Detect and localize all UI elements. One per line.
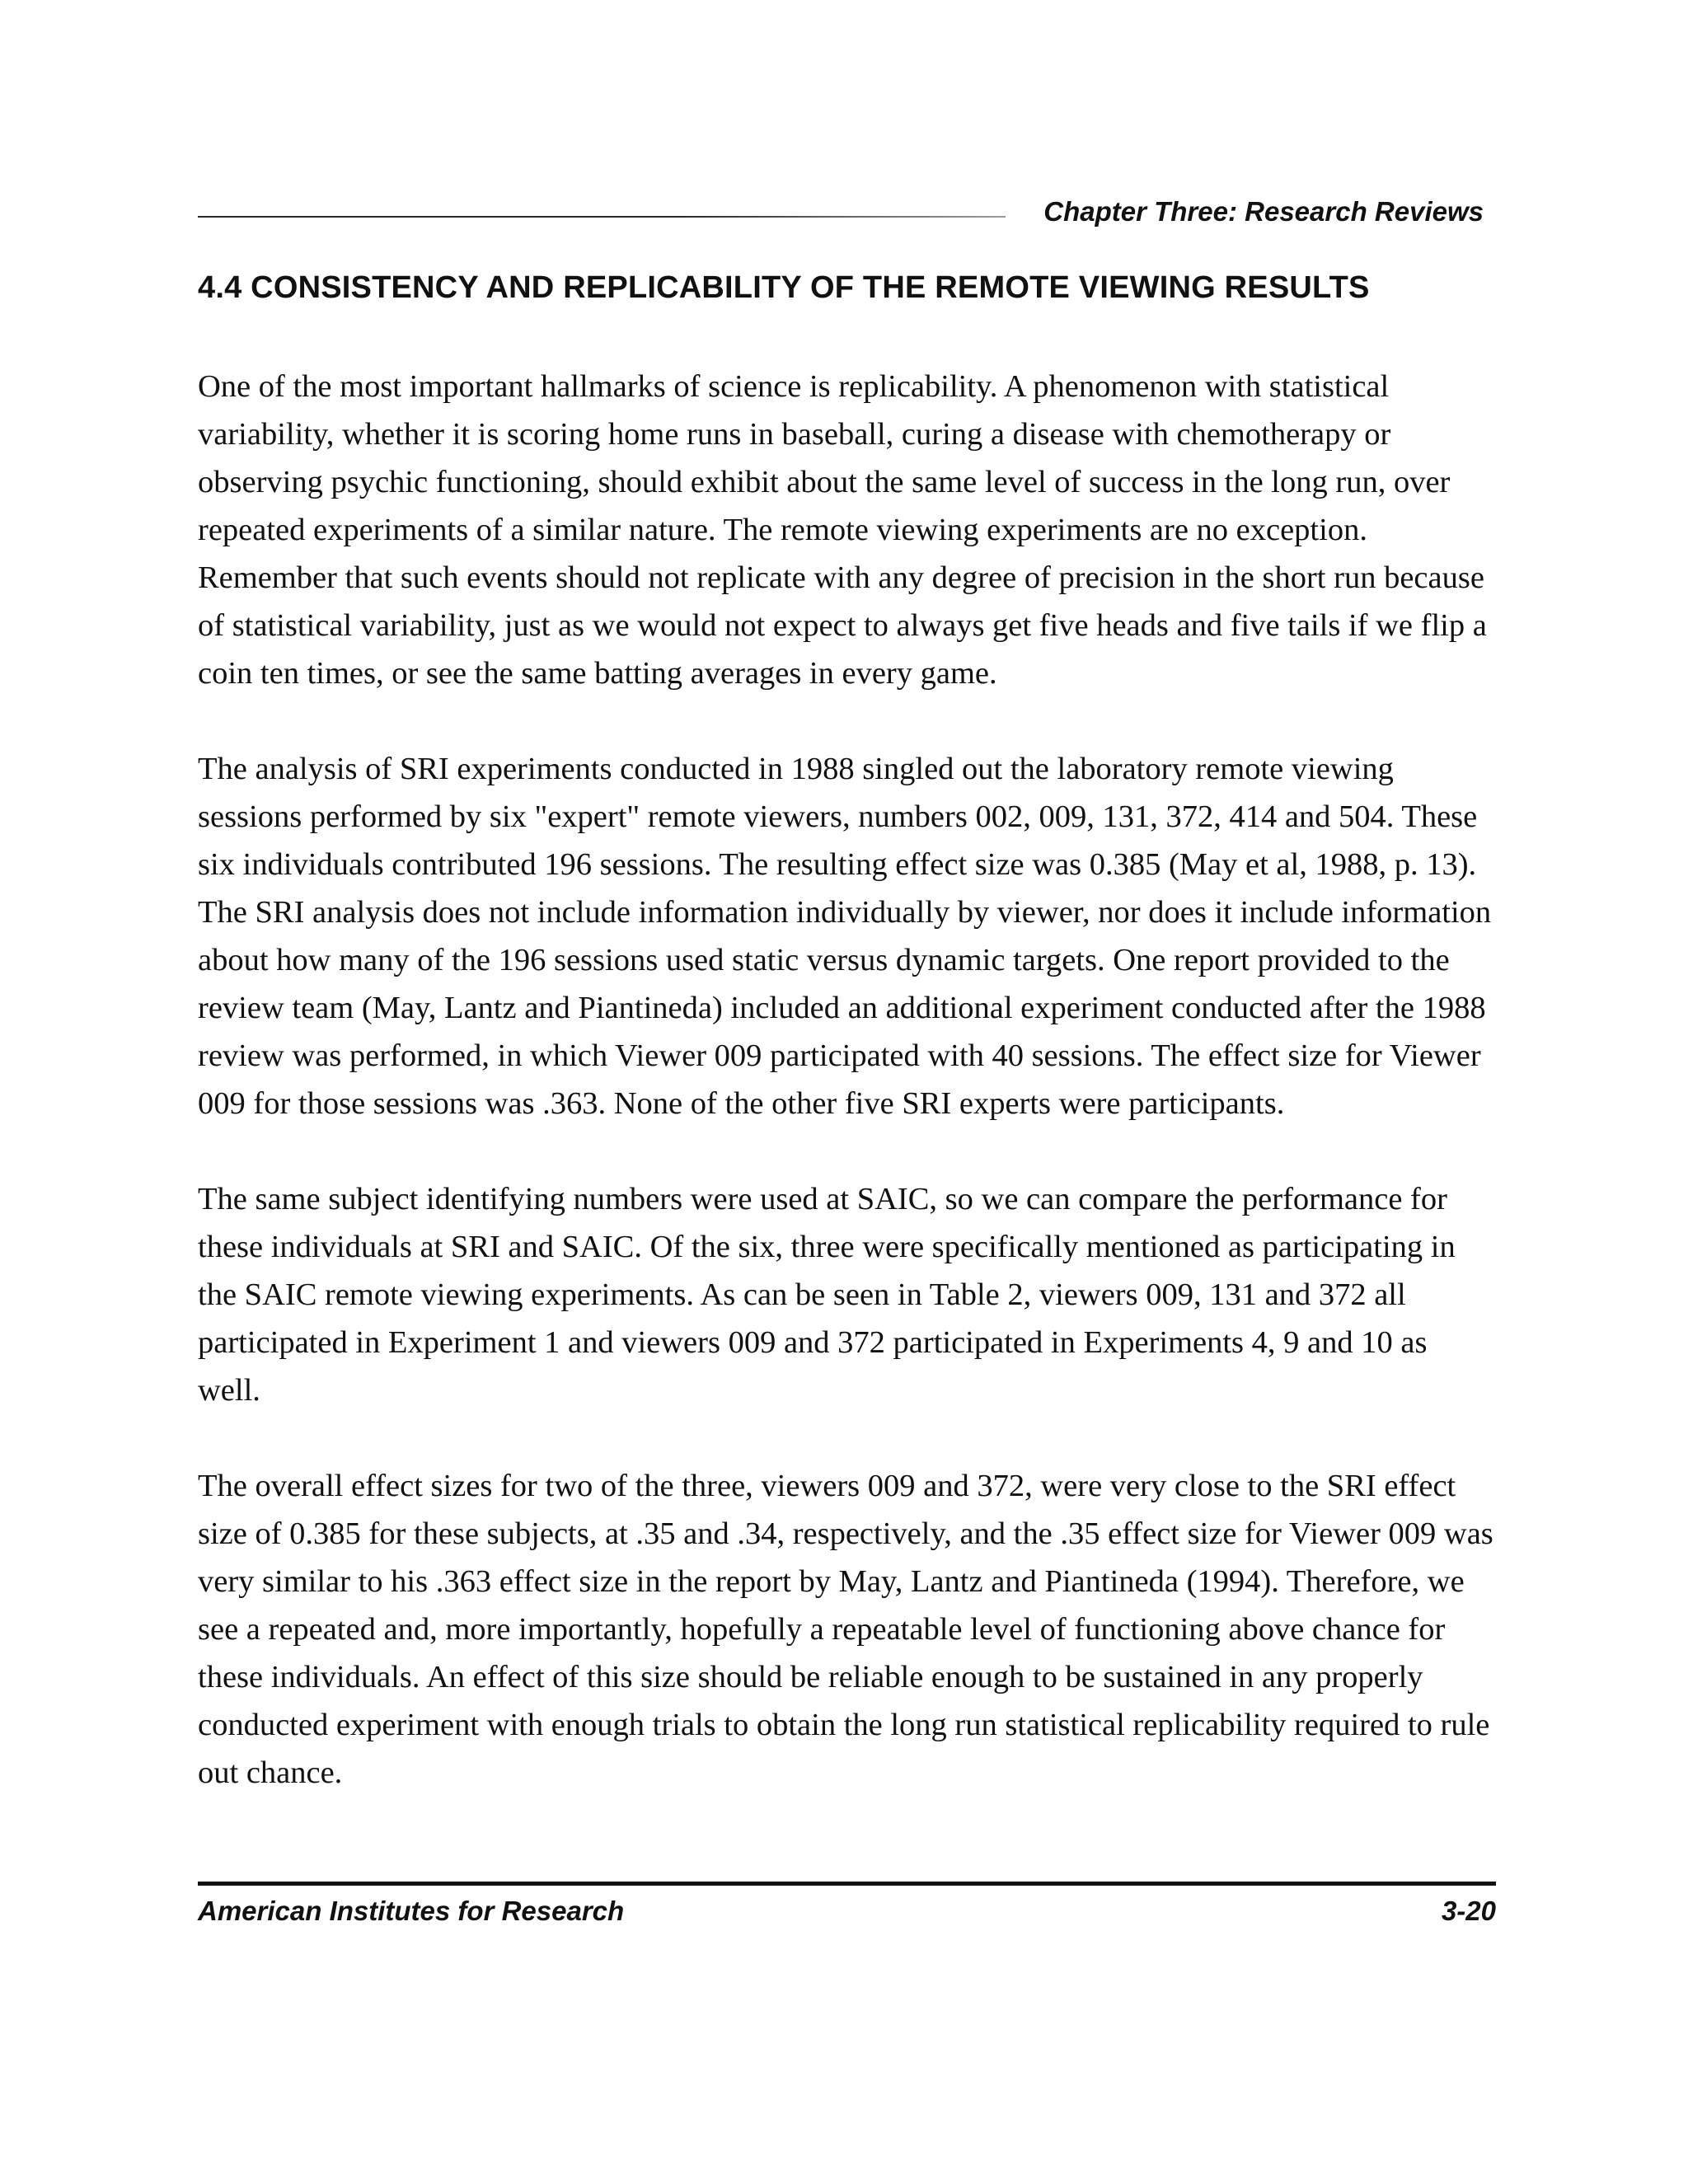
header-rule — [198, 216, 1006, 218]
section-heading: 4.4 CONSISTENCY AND REPLICABILITY OF THE REMOTE VIEWING RESULTS — [198, 270, 1370, 305]
body-text — [198, 363, 1496, 1844]
footer-page-number: 3-20 — [1441, 1896, 1496, 1926]
paragraph-1: One of the most important hallmarks of science is replicability. A phenomenon with statistical variability, whether it is scoring home runs in baseball, curing a disease with chemotherapy or observing psychic functioning, should exhibit about the same level of success in the long run, over repeated experiments of a similar nature. The remote viewing experiments are no exception. Remember that such events should not replicate with any degree of precision in the short run because of statistical variability, just as we would not expect to always get five heads and five tails if we flip a coin ten times, or see the same batting averages in every game. — [198, 369, 1487, 691]
paragraph-3: The same subject identifying numbers were used at SAIC, so we can compare the performance for these individuals at SRI and SAIC. Of the six, three were specifically mentioned as participating in the SAIC remote viewing experiments. As can be seen in Table 2, viewers 009, 131 and 372 all participated in Experiment 1 and viewers 009 and 372 participated in Experiments 4, 9 and 10 as well. — [198, 1182, 1456, 1408]
paragraph-2: The analysis of SRI experiments conducted in 1988 singled out the laboratory remote viewing sessions performed by six "expert" remote viewers, numbers 002, 009, 131, 372, 414 and 504. These six individuals contributed 196 sessions. The resulting effect size was 0.385 (May et al, 1988, p. 13). The SRI analysis does not include information individually by viewer, nor does it include information about how many of the 196 sessions used static versus dynamic targets. One report provided to the review team (May, Lantz and Piantineda) included an additional experiment conducted after the 1988 review was performed, in which Viewer 009 participated with 40 sessions. The effect size for Viewer 009 for those sessions was .363. None of the other five SRI experts were participants. — [198, 752, 1492, 1121]
footer-rule — [198, 1882, 1496, 1886]
footer-organization: American Institutes for Research — [198, 1896, 625, 1926]
running-header-chapter: Chapter Three: Research Reviews — [1043, 196, 1484, 227]
paragraph-4: The overall effect sizes for two of the three, viewers 009 and 372, were very close to the SRI effect size of 0.385 for these subjects, at .35 and .34, respectively, and the .35 effect size for Viewer 009 was very similar to his .363 effect size in the report by May, Lantz and Piantineda (1994). Therefore, we see a repeated and, more importantly, hopefully a repeatable level of functioning above chance for these individuals. An effect of this size should be reliable enough to be sustained in any properly conducted experiment with enough trials to obtain the long run statistical replicability required to rule out chance. — [198, 1469, 1493, 1790]
